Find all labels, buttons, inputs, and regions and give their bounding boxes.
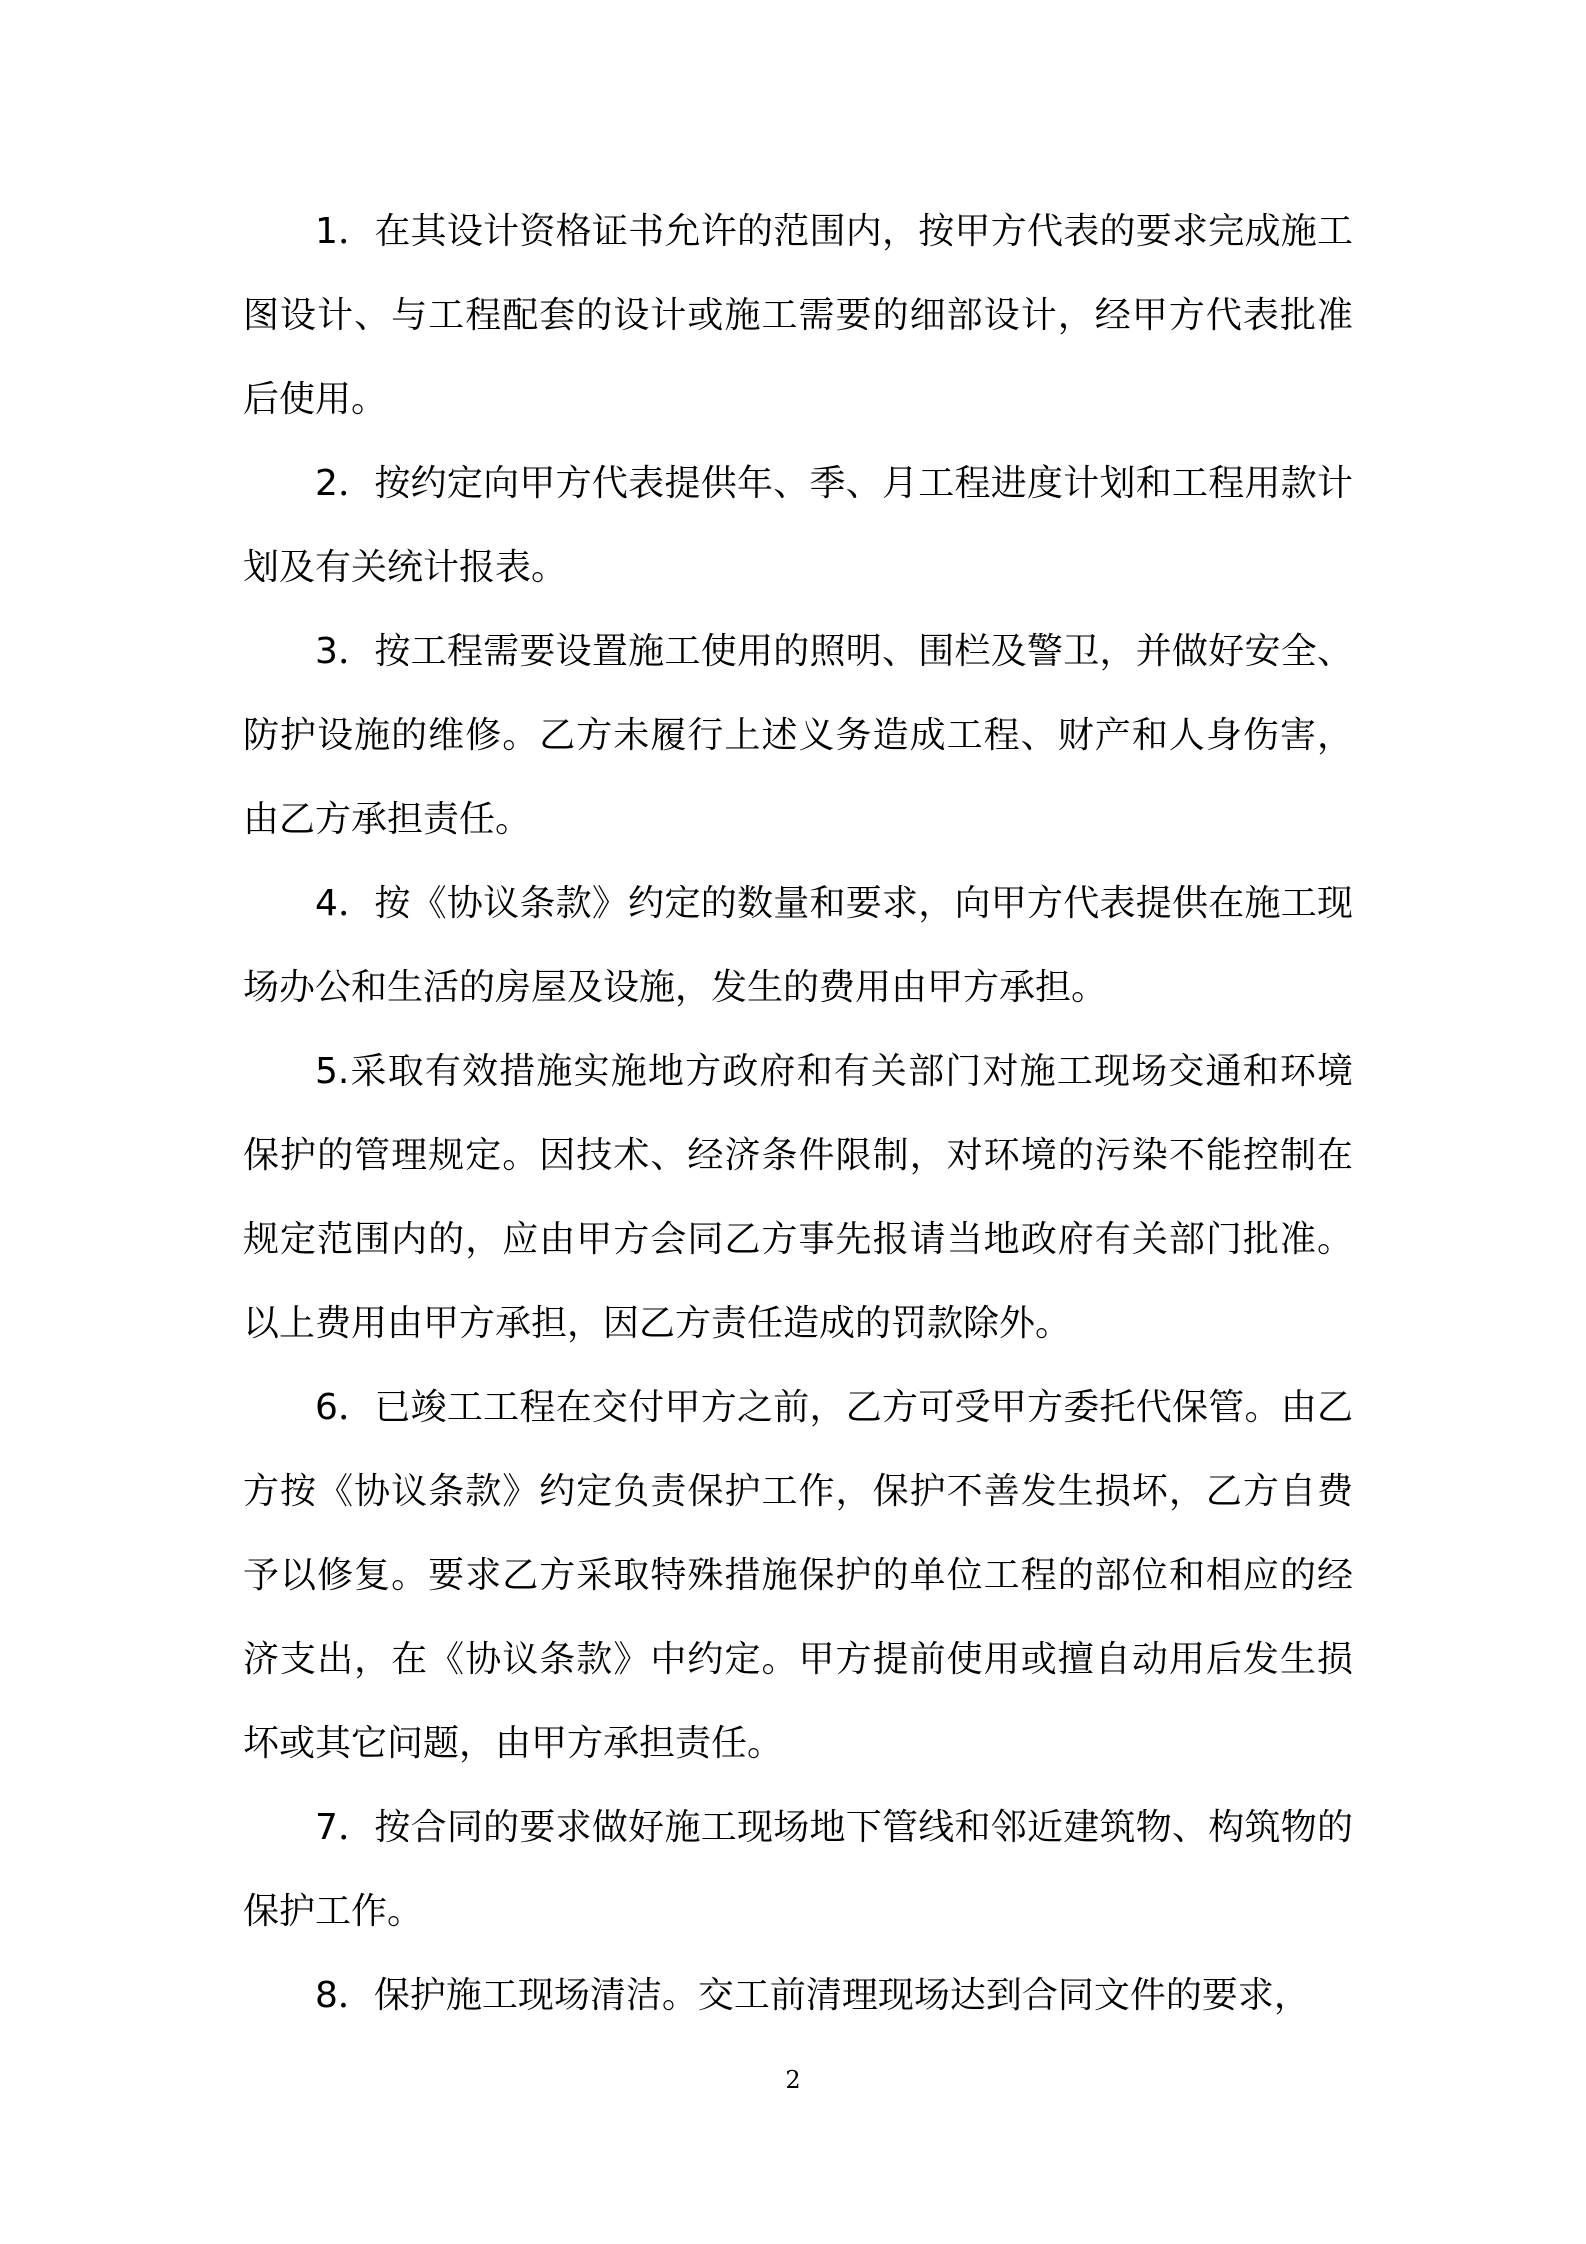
clause-8: 8．保护施工现场清洁。交工前清理现场达到合同文件的要求， xyxy=(315,1975,1310,2016)
clause-1: 1．在其设计资格证书允许的范围内，按甲方代表的要求完成施工图设计、与工程配套的设计或施工需要的细部设计，经甲方代表批准后使用。 xyxy=(243,211,1353,420)
clause-3: 3．按工程需要设置施工使用的照明、围栏及警卫，并做好安全、防护设施的维修。乙方未履行上述义务造成工程、财产和人身伤害，由乙方承担责任。 xyxy=(243,631,1353,840)
clause-6: 6．已竣工工程在交付甲方之前，乙方可受甲方委托代保管。由乙方按《协议条款》约定负责保护工作，保护不善发生损坏，乙方自费予以修复。要求乙方采取特殊措施保护的单位工程的部位和相应的经济支出，在《协议条款》中约定。甲方提前使用或擅自动用后发生损坏或其它问题，由甲方承担责任。 xyxy=(243,1387,1353,1764)
clause-5: 5.采取有效措施实施地方政府和有关部门对施工现场交通和环境保护的管理规定。因技术、经济条件限制，对环境的污染不能控制在规定范围内的，应由甲方会同乙方事先报请当地政府有关部门批准。以上费用由甲方承担，因乙方责任造成的罚款除外。 xyxy=(243,1051,1353,1344)
document-body xyxy=(243,190,1353,2038)
clause-2: 2．按约定向甲方代表提供年、季、月工程进度计划和工程用款计划及有关统计报表。 xyxy=(243,463,1353,588)
clause-7: 7．按合同的要求做好施工现场地下管线和邻近建筑物、构筑物的保护工作。 xyxy=(243,1807,1353,1932)
clause-4: 4．按《协议条款》约定的数量和要求，向甲方代表提供在施工现场办公和生活的房屋及设施，发生的费用由甲方承担。 xyxy=(243,883,1353,1008)
page-number: 2 xyxy=(785,2066,801,2094)
